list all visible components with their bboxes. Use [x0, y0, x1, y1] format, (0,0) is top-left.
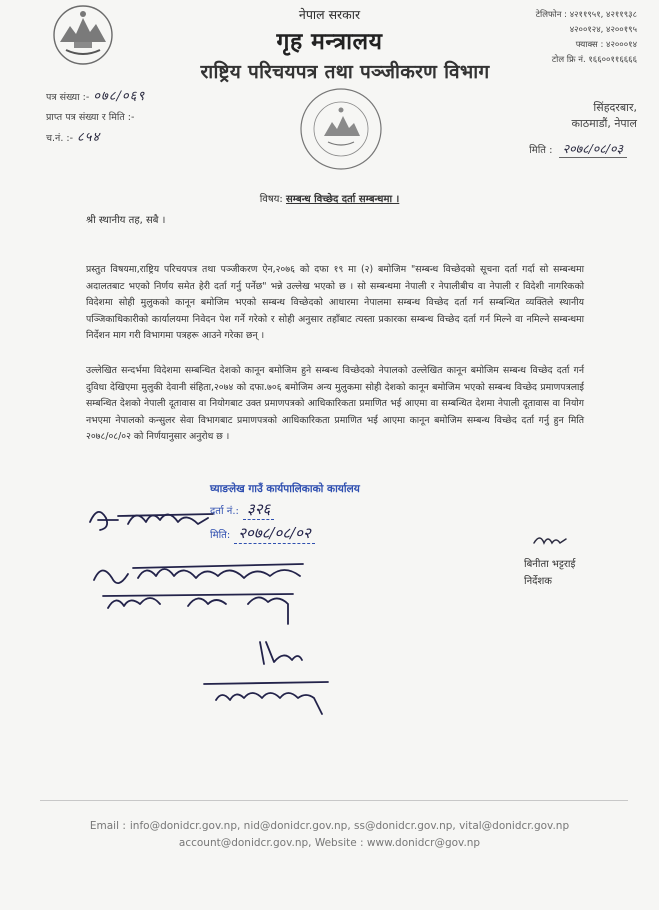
footer-emails: info@donidcr.gov.np, nid@donidcr.gov.np, ss@donidcr.gov.np, vital@donidcr.gov.np	[129, 820, 570, 832]
receipt-stamp	[210, 482, 396, 544]
dispatch-no-value: ८५४	[77, 130, 101, 145]
signature-icon	[532, 531, 568, 549]
footer	[0, 818, 659, 852]
contact-line: ४२००१२४, ४२००१९५	[569, 25, 637, 35]
signatory-title: निर्देशक	[524, 576, 552, 587]
signatory-block	[524, 556, 575, 590]
department-seal-icon	[298, 86, 384, 172]
department-name: राष्ट्रिय परिचयपत्र तथा पञ्जीकरण विभाग	[200, 61, 490, 83]
letter-date	[427, 140, 627, 158]
received-letter-label: प्राप्त पत्र संख्या र मिति :-	[46, 112, 135, 123]
dispatch-no-label: च.नं. :-	[46, 133, 73, 144]
office-address	[497, 100, 637, 132]
date-value: २०७८/०८/०३	[559, 140, 627, 158]
subject-label: विषय:	[259, 194, 283, 205]
contact-line: टोल फ्रि नं. १६६००११६६६६	[551, 55, 637, 65]
contact-line: फ्याक्स : ४२०००१४	[575, 40, 637, 50]
stamp-date-label: मिति:	[210, 530, 231, 541]
footer-website: account@donidcr.gov.np, Website : www.donidcr@gov.np	[178, 837, 481, 849]
reference-block	[46, 87, 145, 149]
contact-numbers	[447, 8, 637, 68]
stamp-date-value: २०७८/०८/०२	[234, 523, 315, 544]
address-line: सिंहदरबार,	[593, 101, 637, 114]
letter-no-label: पत्र संख्या :-	[46, 92, 90, 103]
footer-divider	[40, 800, 628, 801]
footer-email-label: Email :	[89, 820, 126, 832]
contact-line: टेलिफोन : ४२११९५१, ४२११९३८	[535, 10, 637, 20]
address-line: काठमाडौं, नेपाल	[571, 117, 637, 130]
letter-no-value: ०७८/०६९	[93, 89, 146, 104]
body-paragraph: प्रस्तुत विषयमा,राष्ट्रिय परिचयपत्र तथा पञ्जीकरण ऐन,२०७६ को दफा १९ मा (२) बमोजिम "सम्बन्ध विच्छेदको सूचना दर्ता गर्दा सो सम्बन्धमा अदालतबाट भएको निर्णय समेत हेरी दर्ता गर्नु पर्नेछ" भन्ने उल्लेख भएको छ । सो सम्बन्धमा नेपाली र नेपालीबीच वा नेपाली र विदेशी नागरिकको विदेशमा सोही मुलुकको कानून बमोजिम भएको सम्बन्ध विच्छेदको आधारमा नेपालमा सम्बन्ध विच्छेद दर्ता गर्न सम्बन्धित व्यक्तिले स्थानीय पञ्जिकाधिकारीको कार्यालयमा निवेदन पेश गर्ने गरेको र सोही अनुसार तहाँबाट त्यस्ता प्रकारका सम्बन्ध विच्छेद दर्ता गर्न मिल्ने वा नमिल्ने सम्बन्धमा निर्देशन माग गरी विभागमा पत्रहरू आउने गरेका छन् ।	[86, 264, 584, 341]
stamp-office-name: घ्याङलेख गाउँ कार्यपालिकाको कार्यालय	[210, 483, 360, 495]
government-name: नेपाल सरकार	[298, 7, 361, 22]
stamp-reg-value: ३२६	[243, 499, 274, 520]
ministry-name: गृह मन्त्रालय	[276, 29, 383, 55]
subject-value: सम्बन्ध विच्छेद दर्ता सम्बन्धमा ।	[285, 194, 400, 205]
stamp-reg-label: दर्ता नं.:	[210, 506, 239, 517]
salutation: श्री स्थानीय तह, सबै ।	[86, 215, 166, 226]
subject-line	[0, 191, 659, 205]
body-paragraph: उल्लेखित सन्दर्भमा विदेशमा सम्बन्धित देशको कानून बमोजिम हुने सम्बन्ध विच्छेदको नेपालको उल्लेखित कानून बमोजिम सम्बन्ध विच्छेद दर्ता गर्न दुविधा देखिएमा मुलुकी देवानी संहिता,२०७४ को दफा.७०६ बमोजिम अन्य मुलुकमा सोही देशको कानून बमोजिम भएको सम्बन्ध विच्छेद प्रमाणपत्रलाई सम्बन्धित देशको नेपाली दूतावास वा नियोगबाट उक्त प्रमाणपत्रको आधिकारिकता प्रमाणित भई आएमा वा सम्बन्धित देशमा नेपाली दूतावास वा नियोग नभएमा नेपालको कन्सुलर सेवा विभागबाट प्रमाणपत्रको आधिकारिकता प्रमाणित भई आएमा कानून बमोजिम सम्बन्ध विच्छेद दर्ता गर्नु हुन मिति २०७८/०८/०२ को निर्णयानुसार अनुरोध छ ।	[86, 365, 584, 442]
date-label: मिति :	[529, 145, 553, 156]
signatory-name: बिनीता भट्टराई	[524, 559, 576, 570]
